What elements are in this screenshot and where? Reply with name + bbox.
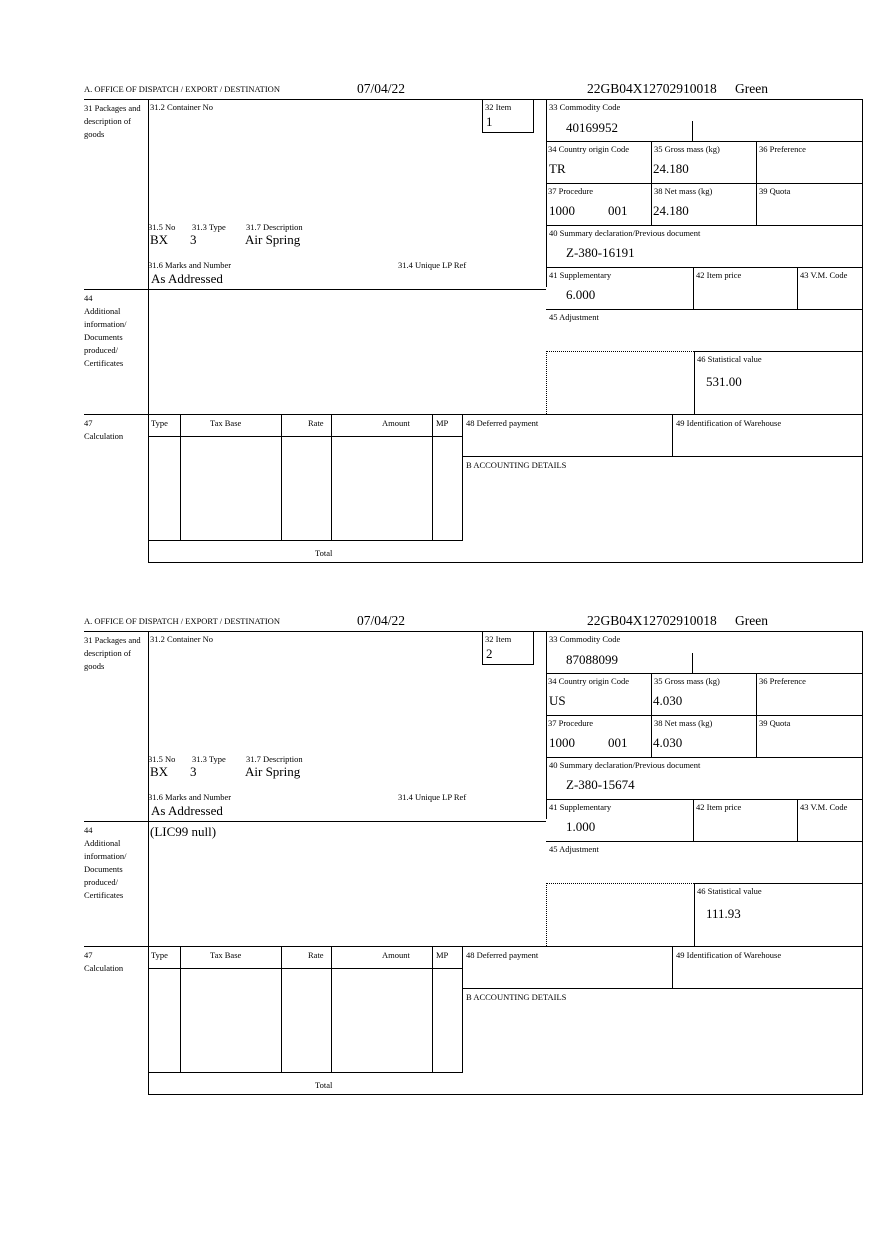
label-additional-num: 44 [84, 825, 93, 835]
label-deferred: 48 Deferred payment [466, 950, 539, 960]
label-adjustment: 45 Adjustment [549, 312, 599, 322]
summary-decl: Z-380-15674 [566, 777, 635, 792]
label-stat-value: 46 Statistical value [697, 886, 762, 896]
procedure-code: 1000 [549, 735, 575, 750]
procedure-additional: 001 [608, 735, 628, 750]
gross-mass: 24.180 [653, 161, 689, 176]
label-item: 32 Item [485, 102, 512, 112]
label-item-price: 42 Item price [696, 802, 742, 812]
office-label: A. OFFICE OF DISPATCH / EXPORT / DESTINATION [84, 84, 280, 94]
supplementary-units: 6.000 [566, 287, 596, 302]
header-date: 07/04/22 [357, 81, 406, 96]
commodity-code: 40169952 [566, 120, 618, 135]
label-calc: Calculation [84, 963, 124, 973]
header-reference: 22GB04X12702910018 [587, 81, 717, 96]
label-quota: 39 Quota [759, 186, 791, 196]
procedure-code: 1000 [549, 203, 575, 218]
label-gross-mass: 35 Gross mass (kg) [654, 144, 720, 154]
label-item: 32 Item [485, 634, 512, 644]
calc-col-mp: MP [436, 418, 449, 428]
label-packages: 31 Packages and description of goods [84, 103, 141, 139]
label-summary-decl: 40 Summary declaration/Previous document [549, 228, 701, 238]
label-gross-mass: 35 Gross mass (kg) [654, 676, 720, 686]
commodity-code: 87088099 [566, 652, 618, 667]
calc-col-tax-base: Tax Base [210, 950, 242, 960]
country-origin: TR [549, 161, 566, 176]
label-warehouse: 49 Identification of Warehouse [676, 950, 782, 960]
calc-col-amount: Amount [382, 418, 410, 428]
calc-col-rate: Rate [308, 418, 324, 428]
label-packages: 31 Packages and description of goods [84, 635, 141, 671]
item-number: 2 [486, 646, 493, 661]
label-description: 31.7 Description [246, 222, 303, 232]
label-container-no: 31.2 Container No [150, 102, 214, 112]
label-country-origin: 34 Country origin Code [548, 676, 629, 686]
label-warehouse: 49 Identification of Warehouse [676, 418, 782, 428]
label-additional: Additional information/ Documents produced/ Certificates [84, 306, 127, 368]
label-additional-num: 44 [84, 293, 93, 303]
summary-decl: Z-380-16191 [566, 245, 635, 260]
label-vm-code: 43 V.M. Code [800, 802, 848, 812]
office-label: A. OFFICE OF DISPATCH / EXPORT / DESTINATION [84, 616, 280, 626]
calc-col-type: Type [151, 418, 168, 428]
label-vm-code: 43 V.M. Code [800, 270, 848, 280]
label-supplementary: 41 Supplementary [549, 270, 612, 280]
header-route: Green [735, 613, 768, 628]
label-item-price: 42 Item price [696, 270, 742, 280]
declaration-item-2 [0, 613, 882, 1113]
additional-info: (LIC99 null) [150, 824, 217, 839]
net-mass: 4.030 [653, 735, 683, 750]
label-supplementary: 41 Supplementary [549, 802, 612, 812]
label-procedure: 37 Procedure [548, 186, 594, 196]
calc-col-amount: Amount [382, 950, 410, 960]
label-net-mass: 38 Net mass (kg) [654, 718, 713, 728]
label-container-no: 31.2 Container No [150, 634, 214, 644]
label-procedure: 37 Procedure [548, 718, 594, 728]
label-adjustment: 45 Adjustment [549, 844, 599, 854]
label-no: 31.5 No [148, 222, 176, 232]
supplementary-units: 1.000 [566, 819, 596, 834]
label-accounting: B ACCOUNTING DETAILS [466, 992, 567, 1002]
stat-value: 111.93 [706, 906, 741, 921]
packages-type: 3 [190, 232, 197, 247]
net-mass: 24.180 [653, 203, 689, 218]
procedure-additional: 001 [608, 203, 628, 218]
label-commodity-code: 33 Commodity Code [549, 102, 621, 112]
header-reference: 22GB04X12702910018 [587, 613, 717, 628]
label-net-mass: 38 Net mass (kg) [654, 186, 713, 196]
calc-total: Total [315, 548, 333, 558]
label-calc-num: 47 [84, 418, 93, 428]
gross-mass: 4.030 [653, 693, 683, 708]
label-unique-lp: 31.4 Unique LP Ref [398, 260, 467, 270]
goods-description: Air Spring [245, 764, 301, 779]
packages-type: 3 [190, 764, 197, 779]
marks-value: As Addressed [151, 271, 223, 286]
label-commodity-code: 33 Commodity Code [549, 634, 621, 644]
label-summary-decl: 40 Summary declaration/Previous document [549, 760, 701, 770]
calc-total: Total [315, 1080, 333, 1090]
marks-value: As Addressed [151, 803, 223, 818]
header-route: Green [735, 81, 768, 96]
calc-col-type: Type [151, 950, 168, 960]
label-unique-lp: 31.4 Unique LP Ref [398, 792, 467, 802]
stat-value: 531.00 [706, 374, 742, 389]
packages-no: BX [150, 764, 169, 779]
calc-col-rate: Rate [308, 950, 324, 960]
label-stat-value: 46 Statistical value [697, 354, 762, 364]
label-marks: 31.6 Marks and Number [148, 260, 232, 270]
label-calc: Calculation [84, 431, 124, 441]
label-preference: 36 Preference [759, 676, 806, 686]
country-origin: US [549, 693, 566, 708]
label-deferred: 48 Deferred payment [466, 418, 539, 428]
declaration-item-1 [0, 81, 882, 581]
packages-no: BX [150, 232, 169, 247]
label-type: 31.3 Type [192, 754, 226, 764]
label-accounting: B ACCOUNTING DETAILS [466, 460, 567, 470]
calc-col-mp: MP [436, 950, 449, 960]
label-no: 31.5 No [148, 754, 176, 764]
goods-description: Air Spring [245, 232, 301, 247]
label-additional: Additional information/ Documents produced/ Certificates [84, 838, 127, 900]
item-number: 1 [486, 114, 493, 129]
calc-col-tax-base: Tax Base [210, 418, 242, 428]
label-country-origin: 34 Country origin Code [548, 144, 629, 154]
label-description: 31.7 Description [246, 754, 303, 764]
label-preference: 36 Preference [759, 144, 806, 154]
header-date: 07/04/22 [357, 613, 406, 628]
label-calc-num: 47 [84, 950, 93, 960]
label-type: 31.3 Type [192, 222, 226, 232]
label-marks: 31.6 Marks and Number [148, 792, 232, 802]
label-quota: 39 Quota [759, 718, 791, 728]
